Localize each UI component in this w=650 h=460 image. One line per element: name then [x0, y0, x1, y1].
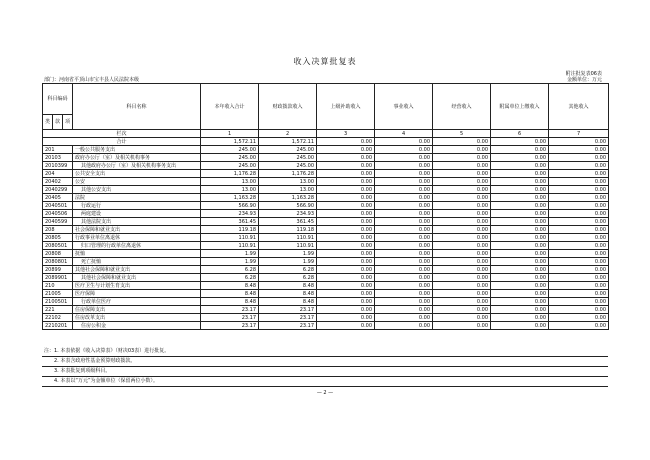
- total-cell: 0.00: [491, 138, 549, 146]
- index-cell: 4: [375, 130, 433, 138]
- value-cell: 361.45: [259, 218, 317, 226]
- table-row: [43, 258, 609, 266]
- value-cell: 0.00: [549, 146, 609, 154]
- table-row: [43, 322, 609, 330]
- value-cell: 0.00: [549, 258, 609, 266]
- header-lei: 类: [43, 115, 53, 130]
- value-cell: 361.45: [201, 218, 259, 226]
- value-cell: 0.00: [491, 274, 549, 282]
- value-cell: 0.00: [549, 274, 609, 282]
- header-subsidiary: 附属单位上缴收入: [491, 84, 549, 130]
- value-cell: 119.18: [259, 226, 317, 234]
- value-cell: 0.00: [491, 234, 549, 242]
- header-code: 科目编码: [43, 84, 73, 115]
- value-cell: 0.00: [549, 154, 609, 162]
- value-cell: 0.00: [317, 226, 375, 234]
- value-cell: 0.00: [433, 234, 491, 242]
- value-cell: 0.00: [375, 162, 433, 170]
- value-cell: 0.00: [375, 250, 433, 258]
- code-cell: 2210201: [43, 322, 73, 330]
- value-cell: 566.90: [259, 202, 317, 210]
- value-cell: 0.00: [433, 146, 491, 154]
- value-cell: 0.00: [491, 306, 549, 314]
- value-cell: 0.00: [433, 242, 491, 250]
- table-row: [43, 290, 609, 298]
- table-row: [43, 242, 609, 250]
- value-cell: 0.00: [491, 266, 549, 274]
- value-cell: 245.00: [201, 162, 259, 170]
- name-cell: 住房保障支出: [73, 306, 201, 314]
- value-cell: 0.00: [317, 162, 375, 170]
- value-cell: 0.00: [433, 186, 491, 194]
- value-cell: 0.00: [549, 242, 609, 250]
- name-cell: 其他社会保障和就业支出: [73, 274, 201, 282]
- value-cell: 8.48: [201, 290, 259, 298]
- name-cell: 公安: [73, 178, 201, 186]
- value-cell: 0.00: [433, 202, 491, 210]
- index-cell: 6: [491, 130, 549, 138]
- value-cell: 0.00: [317, 186, 375, 194]
- value-cell: 0.00: [317, 242, 375, 250]
- code-cell: 2100501: [43, 298, 73, 306]
- value-cell: 0.00: [375, 314, 433, 322]
- name-cell: 法院: [73, 194, 201, 202]
- value-cell: 0.00: [491, 218, 549, 226]
- header-other: 其他收入: [549, 84, 609, 130]
- value-cell: 0.00: [375, 322, 433, 330]
- table-row: [43, 266, 609, 274]
- value-cell: 0.00: [375, 154, 433, 162]
- value-cell: 110.91: [201, 242, 259, 250]
- code-cell: 2080501: [43, 242, 73, 250]
- value-cell: 0.00: [491, 298, 549, 306]
- value-cell: 0.00: [375, 242, 433, 250]
- notes: [42, 347, 608, 387]
- value-cell: 0.00: [317, 282, 375, 290]
- value-cell: 0.00: [433, 298, 491, 306]
- value-cell: 0.00: [317, 290, 375, 298]
- value-cell: 0.00: [433, 154, 491, 162]
- value-cell: 245.00: [259, 154, 317, 162]
- value-cell: 8.48: [259, 298, 317, 306]
- value-cell: 0.00: [549, 218, 609, 226]
- name-cell: 行政运行: [73, 202, 201, 210]
- value-cell: 0.00: [433, 258, 491, 266]
- column-index-row: [43, 130, 609, 138]
- value-cell: 0.00: [549, 234, 609, 242]
- value-cell: 119.18: [201, 226, 259, 234]
- total-cell: 0.00: [375, 138, 433, 146]
- table-row: [43, 186, 609, 194]
- value-cell: 0.00: [549, 314, 609, 322]
- header-operating: 经营收入: [433, 84, 491, 130]
- value-cell: 0.00: [433, 274, 491, 282]
- value-cell: 0.00: [317, 234, 375, 242]
- note-line: 3. 本表批复到项级科目。: [42, 367, 608, 377]
- value-cell: 23.17: [259, 306, 317, 314]
- value-cell: 0.00: [375, 282, 433, 290]
- value-cell: 0.00: [549, 282, 609, 290]
- header-kuan: 款: [53, 115, 63, 130]
- value-cell: 0.00: [317, 210, 375, 218]
- value-cell: 1.99: [259, 250, 317, 258]
- table-row: [43, 282, 609, 290]
- total-cell: 1,572.11: [259, 138, 317, 146]
- value-cell: 1.99: [201, 258, 259, 266]
- name-cell: 其他社会保障和就业支出: [73, 266, 201, 274]
- code-cell: 2040501: [43, 202, 73, 210]
- value-cell: 0.00: [317, 218, 375, 226]
- value-cell: 0.00: [317, 170, 375, 178]
- total-label: 合计: [43, 138, 201, 146]
- header-xiang: 项: [63, 115, 73, 130]
- value-cell: 0.00: [433, 306, 491, 314]
- value-cell: 0.00: [433, 170, 491, 178]
- value-cell: 0.00: [433, 218, 491, 226]
- value-cell: 0.00: [375, 170, 433, 178]
- header-name: 科目名称: [73, 84, 201, 130]
- value-cell: 0.00: [549, 170, 609, 178]
- value-cell: 110.91: [259, 234, 317, 242]
- table-row: [43, 210, 609, 218]
- table-row: [43, 218, 609, 226]
- value-cell: 0.00: [491, 210, 549, 218]
- value-cell: 1,176.28: [259, 170, 317, 178]
- total-cell: 0.00: [549, 138, 609, 146]
- value-cell: 23.17: [201, 306, 259, 314]
- code-cell: 21005: [43, 290, 73, 298]
- value-cell: 0.00: [491, 178, 549, 186]
- note-line: 4. 本表以“万元”为金额单位（保留两位小数）。: [42, 377, 608, 387]
- page-title: 收入决算批复表: [293, 57, 357, 66]
- value-cell: 6.28: [201, 266, 259, 274]
- value-cell: 0.00: [433, 178, 491, 186]
- note-line: 注：1. 本表依据《收入决算表》（财决03表）进行批复。: [42, 347, 608, 357]
- value-cell: 0.00: [433, 322, 491, 330]
- value-cell: 8.48: [259, 282, 317, 290]
- value-cell: 6.28: [201, 274, 259, 282]
- value-cell: 0.00: [317, 146, 375, 154]
- value-cell: 0.00: [549, 306, 609, 314]
- value-cell: 0.00: [491, 170, 549, 178]
- name-cell: 两庭建设: [73, 210, 201, 218]
- code-cell: 2080801: [43, 258, 73, 266]
- value-cell: 8.48: [259, 290, 317, 298]
- name-cell: 公共安全支出: [73, 170, 201, 178]
- index-cell: 5: [433, 130, 491, 138]
- code-cell: 20899: [43, 266, 73, 274]
- code-cell: 2040299: [43, 186, 73, 194]
- value-cell: 6.28: [259, 266, 317, 274]
- value-cell: 13.00: [201, 178, 259, 186]
- value-cell: 1,163.28: [259, 194, 317, 202]
- value-cell: 245.00: [259, 162, 317, 170]
- value-cell: 0.00: [549, 194, 609, 202]
- value-cell: 0.00: [491, 282, 549, 290]
- value-cell: 0.00: [317, 194, 375, 202]
- column-order-label: 栏次: [43, 130, 201, 138]
- code-cell: 221: [43, 306, 73, 314]
- name-cell: 其他政府办公厅（室）及相关机构事务支出: [73, 162, 201, 170]
- value-cell: 0.00: [491, 162, 549, 170]
- name-cell: 行政事业单位离退休: [73, 234, 201, 242]
- value-cell: 0.00: [375, 258, 433, 266]
- value-cell: 0.00: [317, 258, 375, 266]
- name-cell: 医疗卫生与计划生育支出: [73, 282, 201, 290]
- value-cell: 245.00: [259, 146, 317, 154]
- table-row: [43, 250, 609, 258]
- value-cell: 0.00: [433, 162, 491, 170]
- value-cell: 0.00: [549, 266, 609, 274]
- name-cell: 行政单位医疗: [73, 298, 201, 306]
- value-cell: 234.93: [201, 210, 259, 218]
- value-cell: 0.00: [375, 146, 433, 154]
- table-row: [43, 298, 609, 306]
- table-row: [43, 194, 609, 202]
- code-cell: 2040599: [43, 218, 73, 226]
- value-cell: 0.00: [375, 290, 433, 298]
- name-cell: 政府办公厅（室）及相关机构事务: [73, 154, 201, 162]
- value-cell: 0.00: [549, 210, 609, 218]
- code-cell: 2089901: [43, 274, 73, 282]
- table-row: [43, 154, 609, 162]
- name-cell: 一般公共服务支出: [73, 146, 201, 154]
- header-total: 本年收入合计: [201, 84, 259, 130]
- value-cell: 0.00: [375, 178, 433, 186]
- value-cell: 0.00: [375, 266, 433, 274]
- value-cell: 0.00: [549, 322, 609, 330]
- value-cell: 0.00: [375, 274, 433, 282]
- value-cell: 566.90: [201, 202, 259, 210]
- code-cell: 2010399: [43, 162, 73, 170]
- value-cell: 0.00: [491, 250, 549, 258]
- value-cell: 23.17: [201, 322, 259, 330]
- value-cell: 0.00: [433, 266, 491, 274]
- value-cell: 0.00: [491, 194, 549, 202]
- total-cell: 0.00: [433, 138, 491, 146]
- index-cell: 3: [317, 130, 375, 138]
- value-cell: 0.00: [375, 194, 433, 202]
- name-cell: 死亡抚恤: [73, 258, 201, 266]
- table-row: [43, 202, 609, 210]
- header-business: 事业收入: [375, 84, 433, 130]
- index-cell: 7: [549, 130, 609, 138]
- value-cell: 1.99: [201, 250, 259, 258]
- value-cell: 0.00: [375, 226, 433, 234]
- code-cell: 20808: [43, 250, 73, 258]
- value-cell: 0.00: [491, 242, 549, 250]
- value-cell: 0.00: [433, 194, 491, 202]
- code-cell: 2040506: [43, 210, 73, 218]
- value-cell: 0.00: [491, 226, 549, 234]
- value-cell: 0.00: [491, 202, 549, 210]
- value-cell: 0.00: [375, 306, 433, 314]
- name-cell: 归口管理的行政单位离退休: [73, 242, 201, 250]
- value-cell: 0.00: [375, 186, 433, 194]
- value-cell: 110.91: [259, 242, 317, 250]
- value-cell: 0.00: [433, 210, 491, 218]
- value-cell: 0.00: [433, 290, 491, 298]
- value-cell: 0.00: [317, 314, 375, 322]
- value-cell: 23.17: [259, 314, 317, 322]
- code-cell: 22102: [43, 314, 73, 322]
- value-cell: 0.00: [317, 178, 375, 186]
- index-cell: 1: [201, 130, 259, 138]
- table-row: [43, 178, 609, 186]
- index-cell: 2: [259, 130, 317, 138]
- value-cell: 0.00: [433, 250, 491, 258]
- table-row: [43, 170, 609, 178]
- value-cell: 0.00: [317, 154, 375, 162]
- value-cell: 245.00: [201, 154, 259, 162]
- value-cell: 8.48: [201, 298, 259, 306]
- value-cell: 0.00: [549, 290, 609, 298]
- value-cell: 0.00: [491, 146, 549, 154]
- value-cell: 0.00: [317, 274, 375, 282]
- value-cell: 0.00: [433, 282, 491, 290]
- value-cell: 0.00: [491, 186, 549, 194]
- table-row: [43, 306, 609, 314]
- header-fiscal: 财政拨款收入: [259, 84, 317, 130]
- value-cell: 6.28: [259, 274, 317, 282]
- table-row: [43, 274, 609, 282]
- value-cell: 0.00: [433, 226, 491, 234]
- code-cell: 20405: [43, 194, 73, 202]
- code-cell: 208: [43, 226, 73, 234]
- name-cell: 其他法院支出: [73, 218, 201, 226]
- value-cell: 0.00: [549, 202, 609, 210]
- unit-label: 金额单位：万元: [566, 77, 602, 83]
- value-cell: 0.00: [549, 226, 609, 234]
- value-cell: 0.00: [317, 266, 375, 274]
- value-cell: 23.17: [201, 314, 259, 322]
- value-cell: 0.00: [375, 298, 433, 306]
- table-row: [43, 162, 609, 170]
- table-row: [43, 226, 609, 234]
- value-cell: 0.00: [491, 258, 549, 266]
- value-cell: 0.00: [375, 210, 433, 218]
- value-cell: 245.00: [201, 146, 259, 154]
- total-cell: 1,572.11: [201, 138, 259, 146]
- code-cell: 20103: [43, 154, 73, 162]
- value-cell: 0.00: [317, 322, 375, 330]
- table-row: [43, 314, 609, 322]
- name-cell: 社会保障和就业支出: [73, 226, 201, 234]
- value-cell: 13.00: [259, 186, 317, 194]
- value-cell: 0.00: [317, 202, 375, 210]
- code-cell: 210: [43, 282, 73, 290]
- value-cell: 0.00: [317, 250, 375, 258]
- code-cell: 20402: [43, 178, 73, 186]
- name-cell: 其他公安支出: [73, 186, 201, 194]
- value-cell: 0.00: [491, 322, 549, 330]
- value-cell: 23.17: [259, 322, 317, 330]
- value-cell: 0.00: [317, 306, 375, 314]
- table-row: [43, 234, 609, 242]
- value-cell: 0.00: [491, 290, 549, 298]
- table-row: [43, 146, 609, 154]
- department-label: 部门：河南省平顶山市宝丰县人民法院本级: [44, 77, 140, 83]
- name-cell: 医疗保障: [73, 290, 201, 298]
- code-cell: 20805: [43, 234, 73, 242]
- value-cell: 0.00: [433, 314, 491, 322]
- value-cell: 0.00: [491, 154, 549, 162]
- value-cell: 13.00: [201, 186, 259, 194]
- attachment-label: 附注批复表06表: [565, 71, 602, 77]
- code-cell: 201: [43, 146, 73, 154]
- code-cell: 204: [43, 170, 73, 178]
- value-cell: 1,176.28: [201, 170, 259, 178]
- value-cell: 13.00: [259, 178, 317, 186]
- value-cell: 8.48: [201, 282, 259, 290]
- total-row: [43, 138, 609, 146]
- value-cell: 0.00: [549, 186, 609, 194]
- total-cell: 0.00: [317, 138, 375, 146]
- value-cell: 0.00: [375, 234, 433, 242]
- value-cell: 234.93: [259, 210, 317, 218]
- value-cell: 0.00: [549, 250, 609, 258]
- value-cell: 0.00: [549, 298, 609, 306]
- value-cell: 1.99: [259, 258, 317, 266]
- value-cell: 110.91: [201, 234, 259, 242]
- value-cell: 1,163.28: [201, 194, 259, 202]
- value-cell: 0.00: [491, 314, 549, 322]
- page-number: — 2 —: [316, 390, 334, 396]
- value-cell: 0.00: [549, 178, 609, 186]
- income-table: [42, 83, 609, 330]
- name-cell: 住房公积金: [73, 322, 201, 330]
- value-cell: 0.00: [375, 218, 433, 226]
- value-cell: 0.00: [549, 162, 609, 170]
- value-cell: 0.00: [317, 298, 375, 306]
- value-cell: 0.00: [375, 202, 433, 210]
- header-upper: 上级补助收入: [317, 84, 375, 130]
- name-cell: 抚恤: [73, 250, 201, 258]
- note-line: 2. 本表含政府性基金预算财政拨款。: [42, 357, 608, 367]
- name-cell: 住房改革支出: [73, 314, 201, 322]
